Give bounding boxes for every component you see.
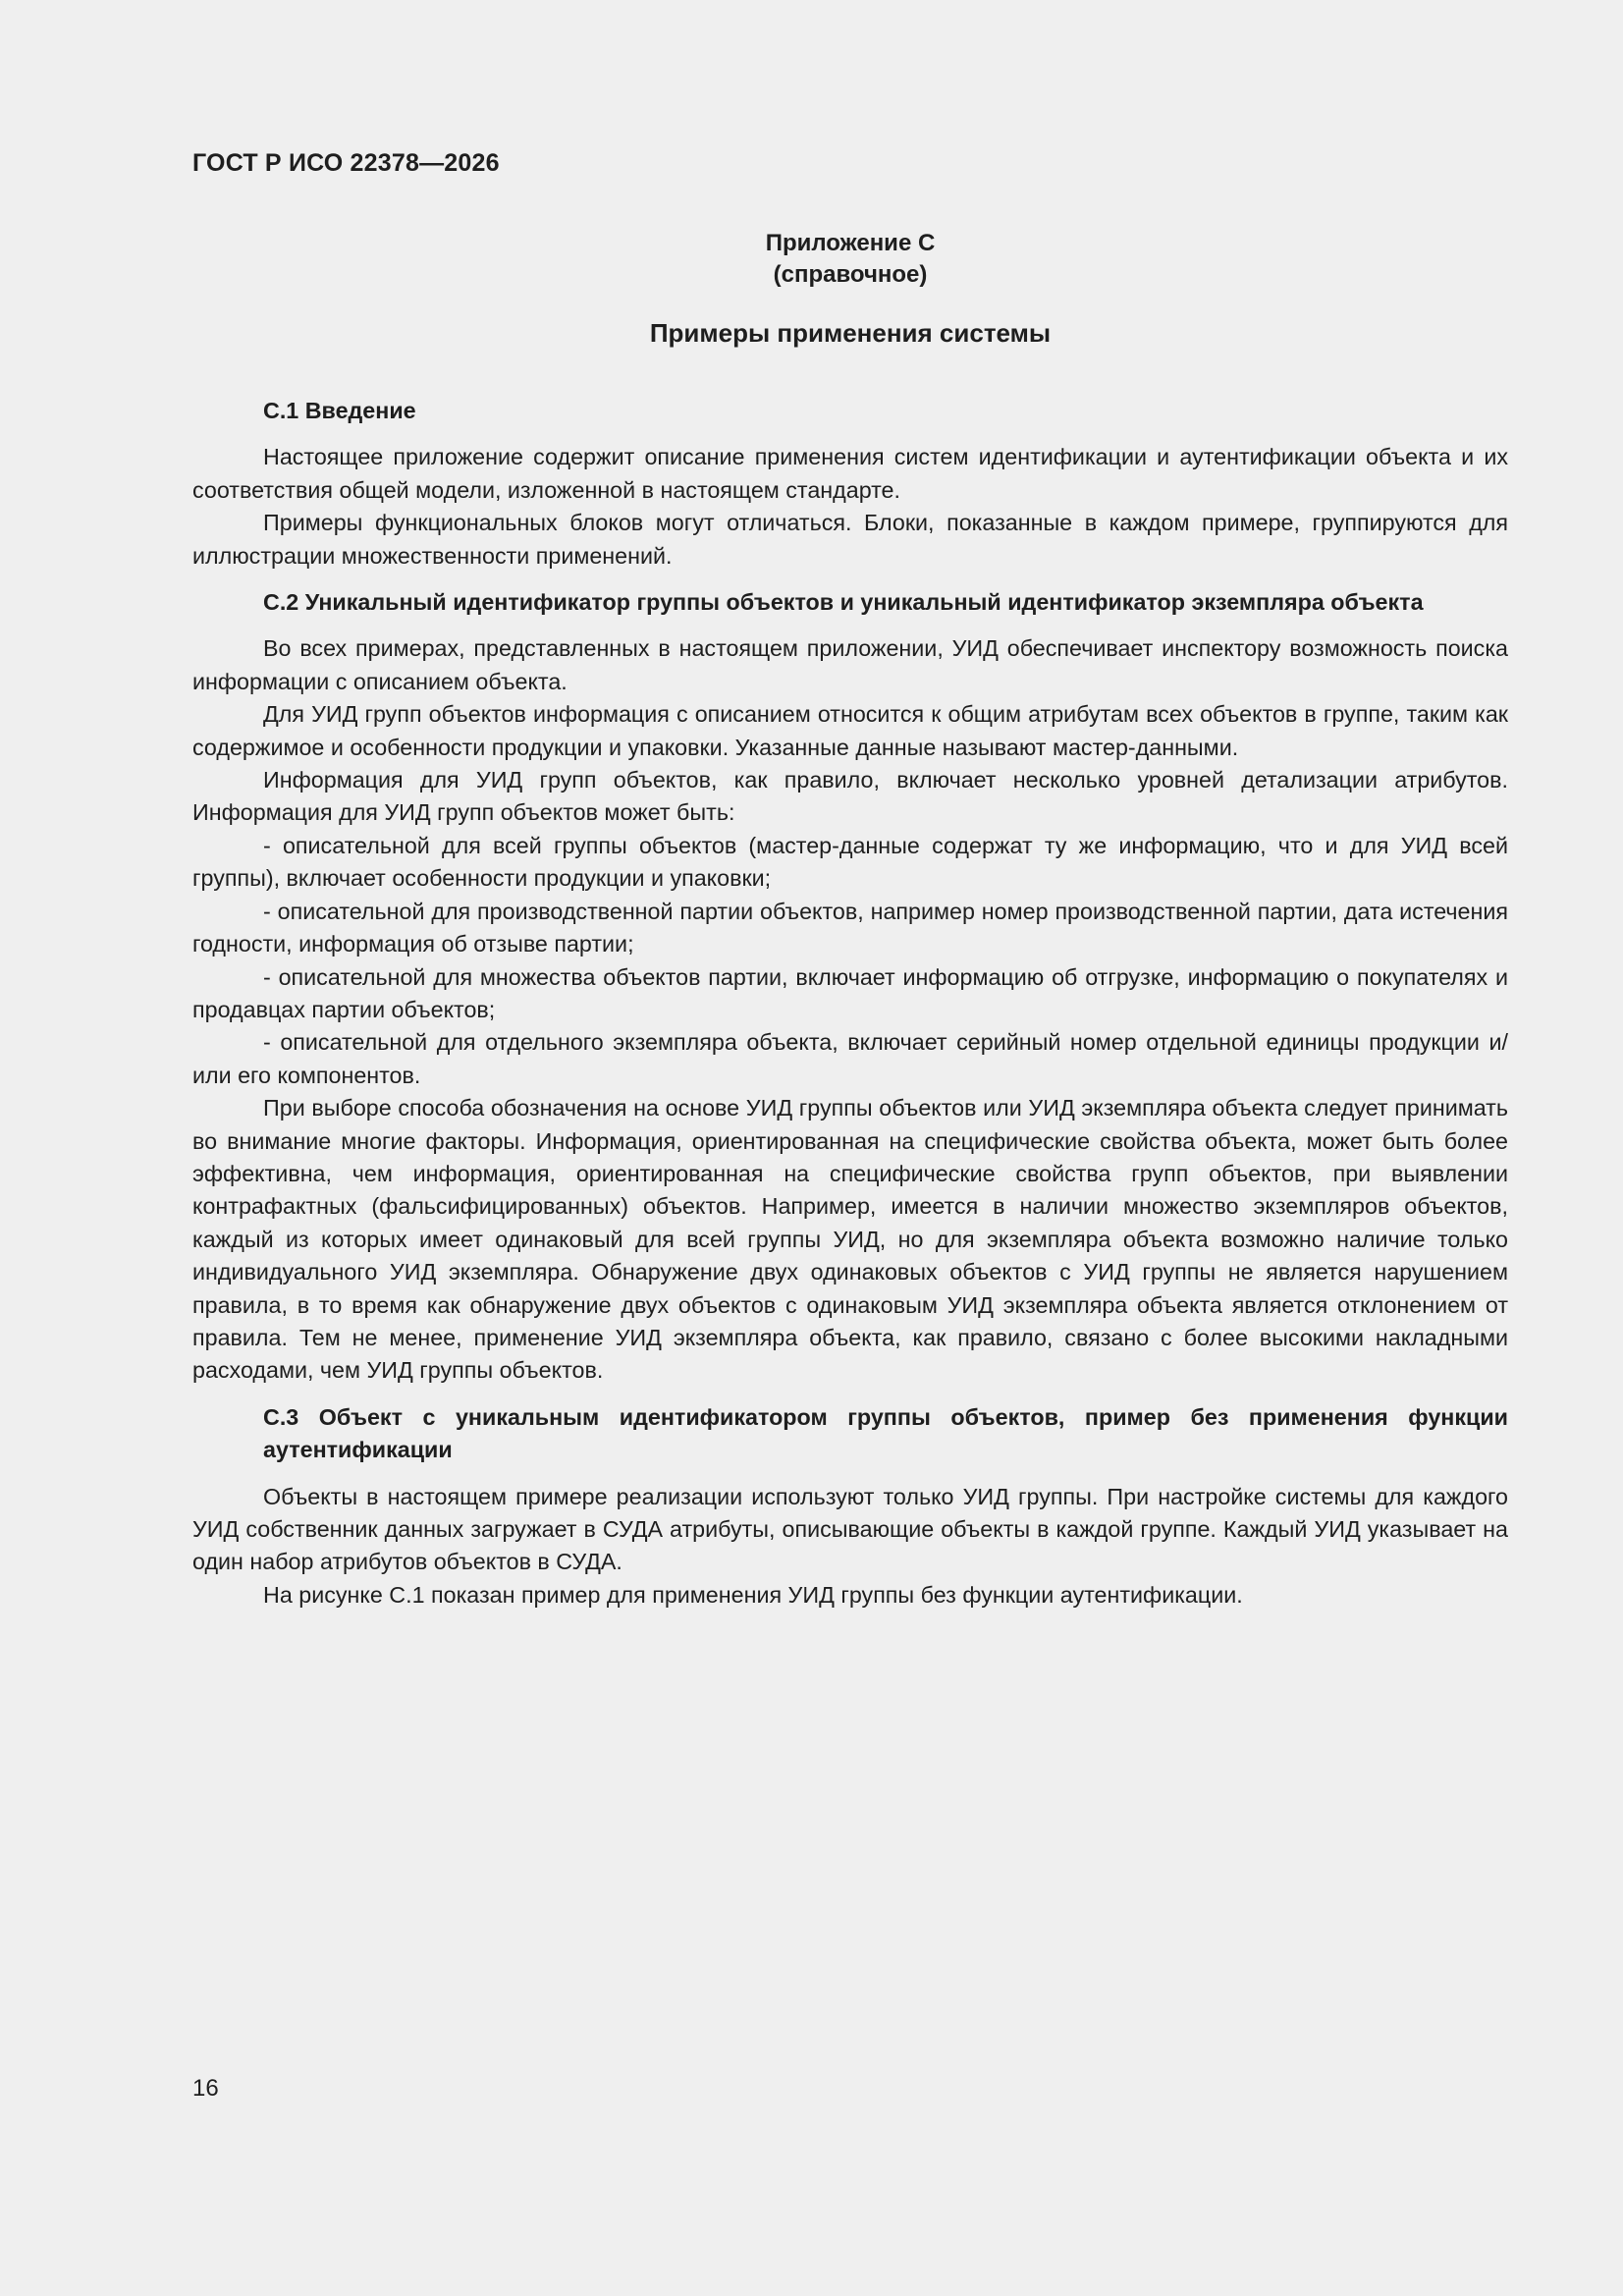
section-c2-paragraph: Во всех примерах, представленных в настоящем приложении, УИД обеспечивает инспектору возможность поиска информации с описанием объекта. [192, 635, 1508, 694]
section-c1-paragraph: Примеры функциональных блоков могут отличаться. Блоки, показанные в каждом примере, группируются для иллюстрации множественности применений. [192, 510, 1508, 569]
section-c3-paragraph: На рисунке С.1 показан пример для применения УИД группы без функции аутентификации. [263, 1581, 1243, 1608]
appendix-title: Примеры применения системы [649, 318, 1052, 348]
document-body [192, 395, 1508, 1612]
section-c1-paragraph: Настоящее приложение содержит описание применения систем идентификации и аутентификации объекта и их соответствия общей модели, изложенной в настоящем стандарте. [192, 444, 1508, 503]
appendix-type: (справочное) [773, 261, 928, 288]
document-id: ГОСТ Р ИСО 22378—2026 [192, 149, 500, 177]
appendix-label-block [192, 228, 1508, 291]
list-item: - описательной для отдельного экземпляра объекта, включает серийный номер отдельной единицы продукции и/или его компонентов. [192, 1029, 1508, 1088]
section-c2-paragraph: Для УИД групп объектов информация с описанием относится к общим атрибутам всех объектов в группе, таким как содержимое и особенности продукции и упаковки. Указанные данные называют мастер-данными. [192, 701, 1508, 760]
section-c2-heading: С.2 Уникальный идентификатор группы объектов и уникальный идентификатор экземпляра объекта [263, 589, 1424, 616]
section-c2-paragraph: Информация для УИД групп объектов, как правило, включает несколько уровней детализации атрибутов. Информация для УИД групп объектов может быть: [192, 767, 1508, 826]
section-c3-paragraph: Объекты в настоящем примере реализации используют только УИД группы. При настройке системы для каждого УИД собственник данных загружает в СУДА атрибуты, описывающие объекты в каждой группе. Каждый УИД указывает на один набор атрибутов объектов в СУДА. [192, 1483, 1508, 1575]
section-c1-heading: С.1 Введение [263, 398, 416, 423]
list-item: - описательной для множества объектов партии, включает информацию об отгрузке, информацию о покупателях и продавцах партии объектов; [192, 963, 1508, 1022]
list-item: - описательной для производственной партии объектов, например номер производственной партии, дата истечения годности, информация об отзыве партии; [192, 898, 1508, 957]
list-item: - описательной для всей группы объектов (мастер-данные содержат ту же информацию, что и для УИД всей группы), включает особенности продукции и упаковки; [192, 832, 1508, 892]
page-number: 16 [192, 2075, 219, 2102]
section-c3-heading: С.3 Объект с уникальным идентификатором группы объектов, пример без применения функции аутентификации [263, 1403, 1508, 1463]
section-c2-paragraph: При выборе способа обозначения на основе УИД группы объектов или УИД экземпляра объекта следует принимать во внимание многие факторы. Информация, ориентированная на специфические свойства объекта, может быть более эффективна, чем информация, ориентированная на специфические свойства групп объектов, при выявлении контрафактных (фальсифицированных) объектов. Например, имеется в наличии множество экземпляров объектов, каждый из которых имеет одинаковый для всей группы УИД, но для экземпляра объекта возможно наличие только индивидуального УИД экземпляра. Обнаружение двух одинаковых объектов с УИД группы не является нарушением правила, в то время как обнаружение двух объектов с одинаковым УИД экземпляра объекта является отклонением от правила. Тем не менее, применение УИД экземпляра объекта, как правило, связано с более высокими накладными расходами, чем УИД группы объектов. [192, 1095, 1508, 1384]
appendix-label: Приложение С [765, 230, 936, 256]
